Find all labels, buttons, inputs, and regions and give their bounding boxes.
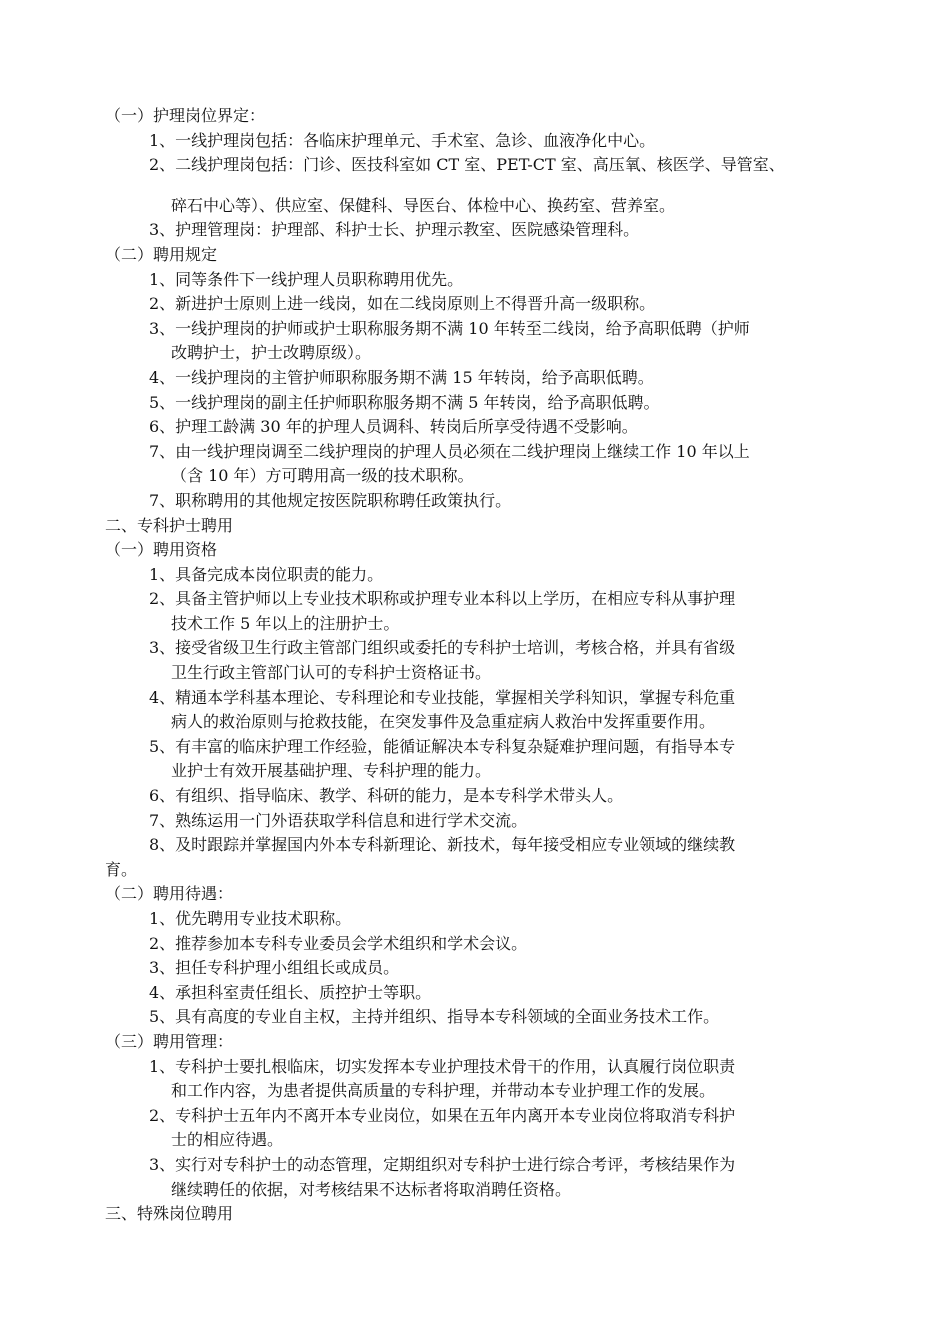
section-heading: （一）聘用资格 xyxy=(105,540,218,560)
list-item: 8、及时跟踪并掌握国内外本专科新理论、新技术，每年接受相应专业领域的继续教 xyxy=(149,835,736,855)
list-item-continuation: 育。 xyxy=(105,859,138,879)
list-item: 1、一线护理岗包括：各临床护理单元、手术室、急诊、血液净化中心。 xyxy=(149,130,656,150)
list-item: 3、担任专科护理小组组长或成员。 xyxy=(149,958,400,978)
list-item: 2、推荐参加本专科专业委员会学术组织和学术会议。 xyxy=(149,933,528,953)
section-heading: （二）聘用规定 xyxy=(105,244,218,264)
list-item-continuation: 继续聘任的依据，对考核结果不达标者将取消聘任资格。 xyxy=(171,1179,572,1199)
list-item: 4、承担科室责任组长、质控护士等职。 xyxy=(149,982,432,1002)
chapter-heading: 三、特殊岗位聘用 xyxy=(105,1204,234,1224)
list-item: 4、精通本学科基本理论、专科理论和专业技能，掌握相关学科知识，掌握专科危重 xyxy=(149,687,736,707)
list-item: 2、新进护士原则上进一线岗，如在二线岗原则上不得晋升高一级职称。 xyxy=(149,294,656,314)
list-item: 2、专科护士五年内不离开本专业岗位，如果在五年内离开本专业岗位将取消专科护 xyxy=(149,1105,736,1125)
list-item: 5、具有高度的专业自主权，主持并组织、指导本专科领域的全面业务技术工作。 xyxy=(149,1007,720,1027)
paragraph-gap xyxy=(105,178,875,194)
list-item: 5、一线护理岗的副主任护师职称服务期不满 5 年转岗，给予高职低聘。 xyxy=(149,392,660,412)
list-item: 3、一线护理岗的护师或护士职称服务期不满 10 年转至二线岗，给予高职低聘（护师 xyxy=(149,318,750,338)
chapter-heading: 二、专科护士聘用 xyxy=(105,515,234,535)
list-item: 1、专科护士要扎根临床，切实发挥本专业护理技术骨干的作用，认真履行岗位职责 xyxy=(149,1056,736,1076)
list-item-continuation: 改聘护士，护士改聘原级）。 xyxy=(171,343,372,363)
list-item: 2、二线护理岗包括：门诊、医技科室如 CT 室、PET-CT 室、高压氧、核医学、导管室、 xyxy=(149,155,785,175)
list-item: 2、具备主管护师以上专业技术职称或护理专业本科以上学历，在相应专科从事护理 xyxy=(149,589,736,609)
list-item: 1、具备完成本岗位职责的能力。 xyxy=(149,564,384,584)
list-item: 7、由一线护理岗调至二线护理岗的护理人员必须在二线护理岗上继续工作 10 年以上 xyxy=(149,441,750,461)
list-item-continuation: （含 10 年）方可聘用高一级的技术职称。 xyxy=(171,466,474,486)
list-item-continuation: 和工作内容，为患者提供高质量的专科护理，并带动本专业护理工作的发展。 xyxy=(171,1081,716,1101)
list-item-continuation: 卫生行政主管部门认可的专科护士资格证书。 xyxy=(171,663,492,683)
list-item: 7、熟练运用一门外语获取学科信息和进行学术交流。 xyxy=(149,810,528,830)
section-heading: （一）护理岗位界定： xyxy=(105,106,266,125)
list-item: 4、一线护理岗的主管护师职称服务期不满 15 年转岗，给予高职低聘。 xyxy=(149,367,654,387)
section-heading: （三）聘用管理： xyxy=(105,1031,234,1051)
list-item-continuation: 士的相应待遇。 xyxy=(171,1130,284,1150)
list-item: 3、接受省级卫生行政主管部门组织或委托的专科护士培训，考核合格，并具有省级 xyxy=(149,638,736,658)
list-item-continuation: 技术工作 5 年以上的注册护士。 xyxy=(171,613,400,633)
list-item: 3、护理管理岗：护理部、科护士长、护理示教室、医院感染管理科。 xyxy=(149,220,640,240)
list-item: 3、实行对专科护士的动态管理，定期组织对专科护士进行综合考评，考核结果作为 xyxy=(149,1154,736,1174)
section-heading: （二）聘用待遇： xyxy=(105,884,234,904)
list-item: 5、有丰富的临床护理工作经验，能循证解决本专科复杂疑难护理问题，有指导本专 xyxy=(149,736,736,756)
list-item-continuation: 业护士有效开展基础护理、专科护理的能力。 xyxy=(171,761,492,781)
document-body xyxy=(105,104,875,1227)
list-item-continuation: 病人的救治原则与抢救技能，在突发事件及急重症病人救治中发挥重要作用。 xyxy=(171,712,716,732)
list-item: 6、护理工龄满 30 年的护理人员调科、转岗后所享受待遇不受影响。 xyxy=(149,417,638,437)
list-item-continuation: 碎石中心等）、供应室、保健科、导医台、体检中心、换药室、营养室。 xyxy=(171,195,676,215)
list-item: 6、有组织、指导临床、教学、科研的能力，是本专科学术带头人。 xyxy=(149,786,624,806)
list-item: 1、同等条件下一线护理人员职称聘用优先。 xyxy=(149,269,464,289)
list-item: 7、职称聘用的其他规定按医院职称聘任政策执行。 xyxy=(149,490,512,510)
list-item: 1、优先聘用专业技术职称。 xyxy=(149,909,352,928)
